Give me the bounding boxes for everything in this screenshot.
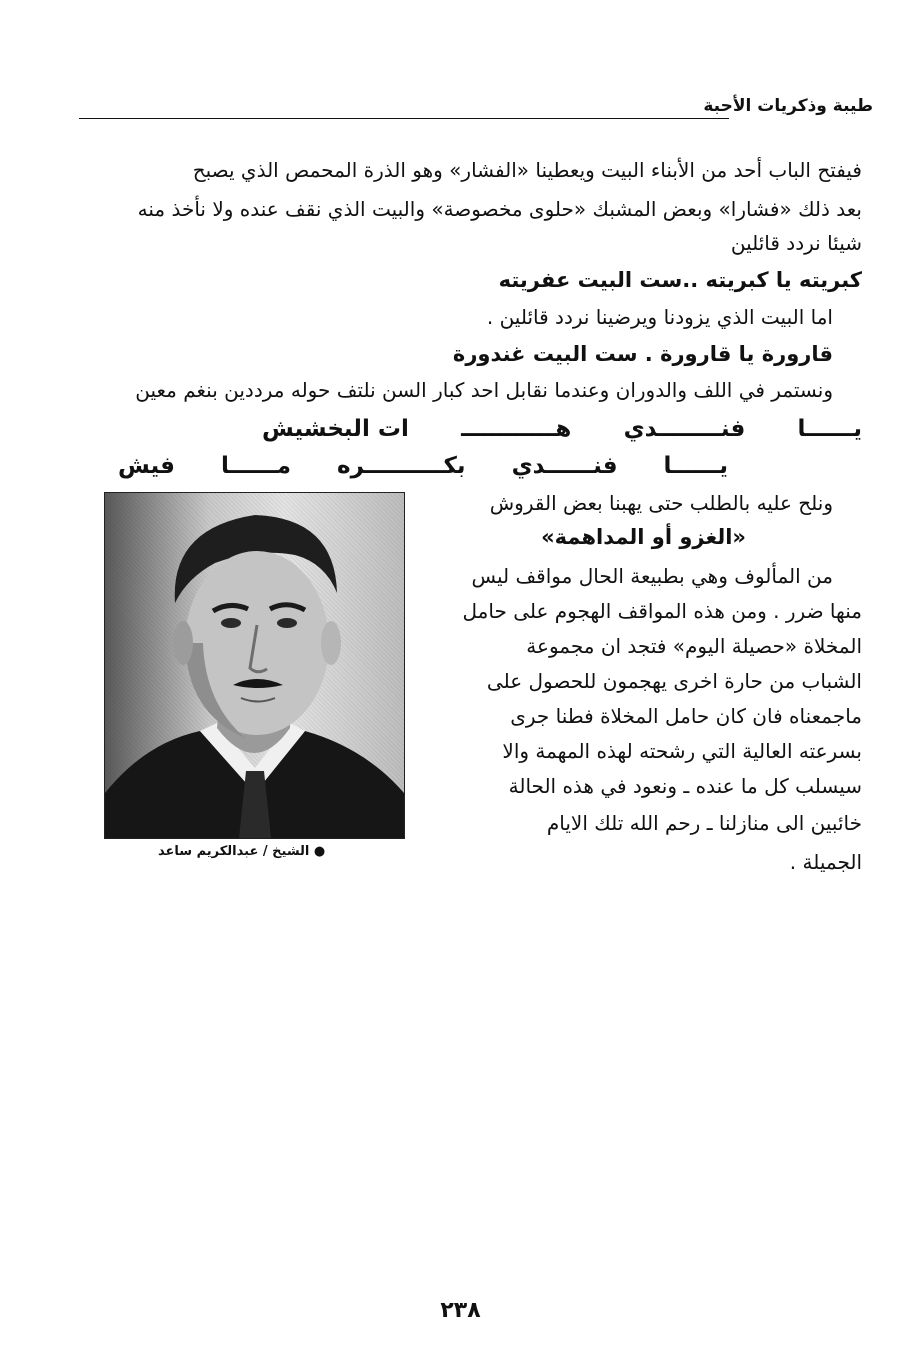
chant-word: بكــــــــــره (337, 453, 466, 479)
paragraph-line: خائبين الى منازلنا ـ رحم الله تلك الايام (546, 811, 862, 835)
paragraph-line: المخلاة «حصيلة اليوم» فتجد ان مجموعة (526, 634, 862, 658)
chant-word: يــــــا (797, 416, 862, 442)
chant-word: فنــــــدي (511, 453, 618, 479)
verse-line: قارورة يا قارورة . ست البيت غندورة (452, 342, 833, 366)
text-line: ونلح عليه بالطلب حتى يهبنا بعض القروش (489, 491, 833, 515)
text-line: بعد ذلك «فشارا» وبعض المشبك «حلوى مخصوصة» والبيت الذي نقف عنده ولا نأخذ منه (137, 197, 862, 221)
photo-caption: ● الشيخ / عبدالكريم ساعد (158, 844, 326, 859)
verse-line: كبريته يا كبريته ..ست البيت عفريته (498, 268, 862, 292)
paragraph-line: منها ضرر . ومن هذه المواقف الهجوم على حامل (462, 599, 862, 623)
paragraph-line: من المألوف وهي بطبيعة الحال مواقف ليس (471, 564, 833, 588)
chant-word: يــــــا (663, 453, 728, 479)
chant-line (262, 418, 862, 441)
text-line: شيئا نردد قائلين (730, 231, 862, 255)
section-heading: «الغزو أو المداهمة» (541, 525, 746, 549)
text-line: اما البيت الذي يزودنا ويرضينا نردد قائلين . (486, 305, 833, 329)
chant-word: ات البخشيش (262, 416, 409, 442)
paragraph-line: ماجمعناه فان كان حامل المخلاة فطنا جرى (510, 704, 862, 728)
paragraph-line: سيسلب كل ما عنده ـ ونعود في هذه الحالة (508, 774, 862, 798)
chant-word: فيش (118, 453, 175, 479)
portrait-photo (104, 492, 405, 839)
chant-word: فنــــــــدي (623, 416, 746, 442)
page-number: ٢٣٨ (440, 1298, 481, 1323)
paragraph-line: بسرعته العالية التي رشحته لهذه المهمة والا (502, 739, 862, 763)
running-header: طيبة وذكريات الأحبة (703, 96, 873, 116)
text-line: فيفتح الباب أحد من الأبناء البيت ويعطينا «الفشار» وهو الذرة المحمص الذي يصبح (192, 158, 862, 182)
chant-word: هــــــــــــ (461, 416, 572, 442)
text-line: ونستمر في اللف والدوران وعندما نقابل احد كبار السن نلتف حوله مرددين بنغم معين (135, 378, 833, 402)
header-rule (79, 118, 729, 119)
paragraph-line: الشباب من حارة اخرى يهجمون للحصول على (486, 669, 862, 693)
chant-line (118, 455, 728, 478)
paragraph-line: الجميلة . (789, 850, 862, 874)
chant-word: مــــــا (221, 453, 292, 479)
